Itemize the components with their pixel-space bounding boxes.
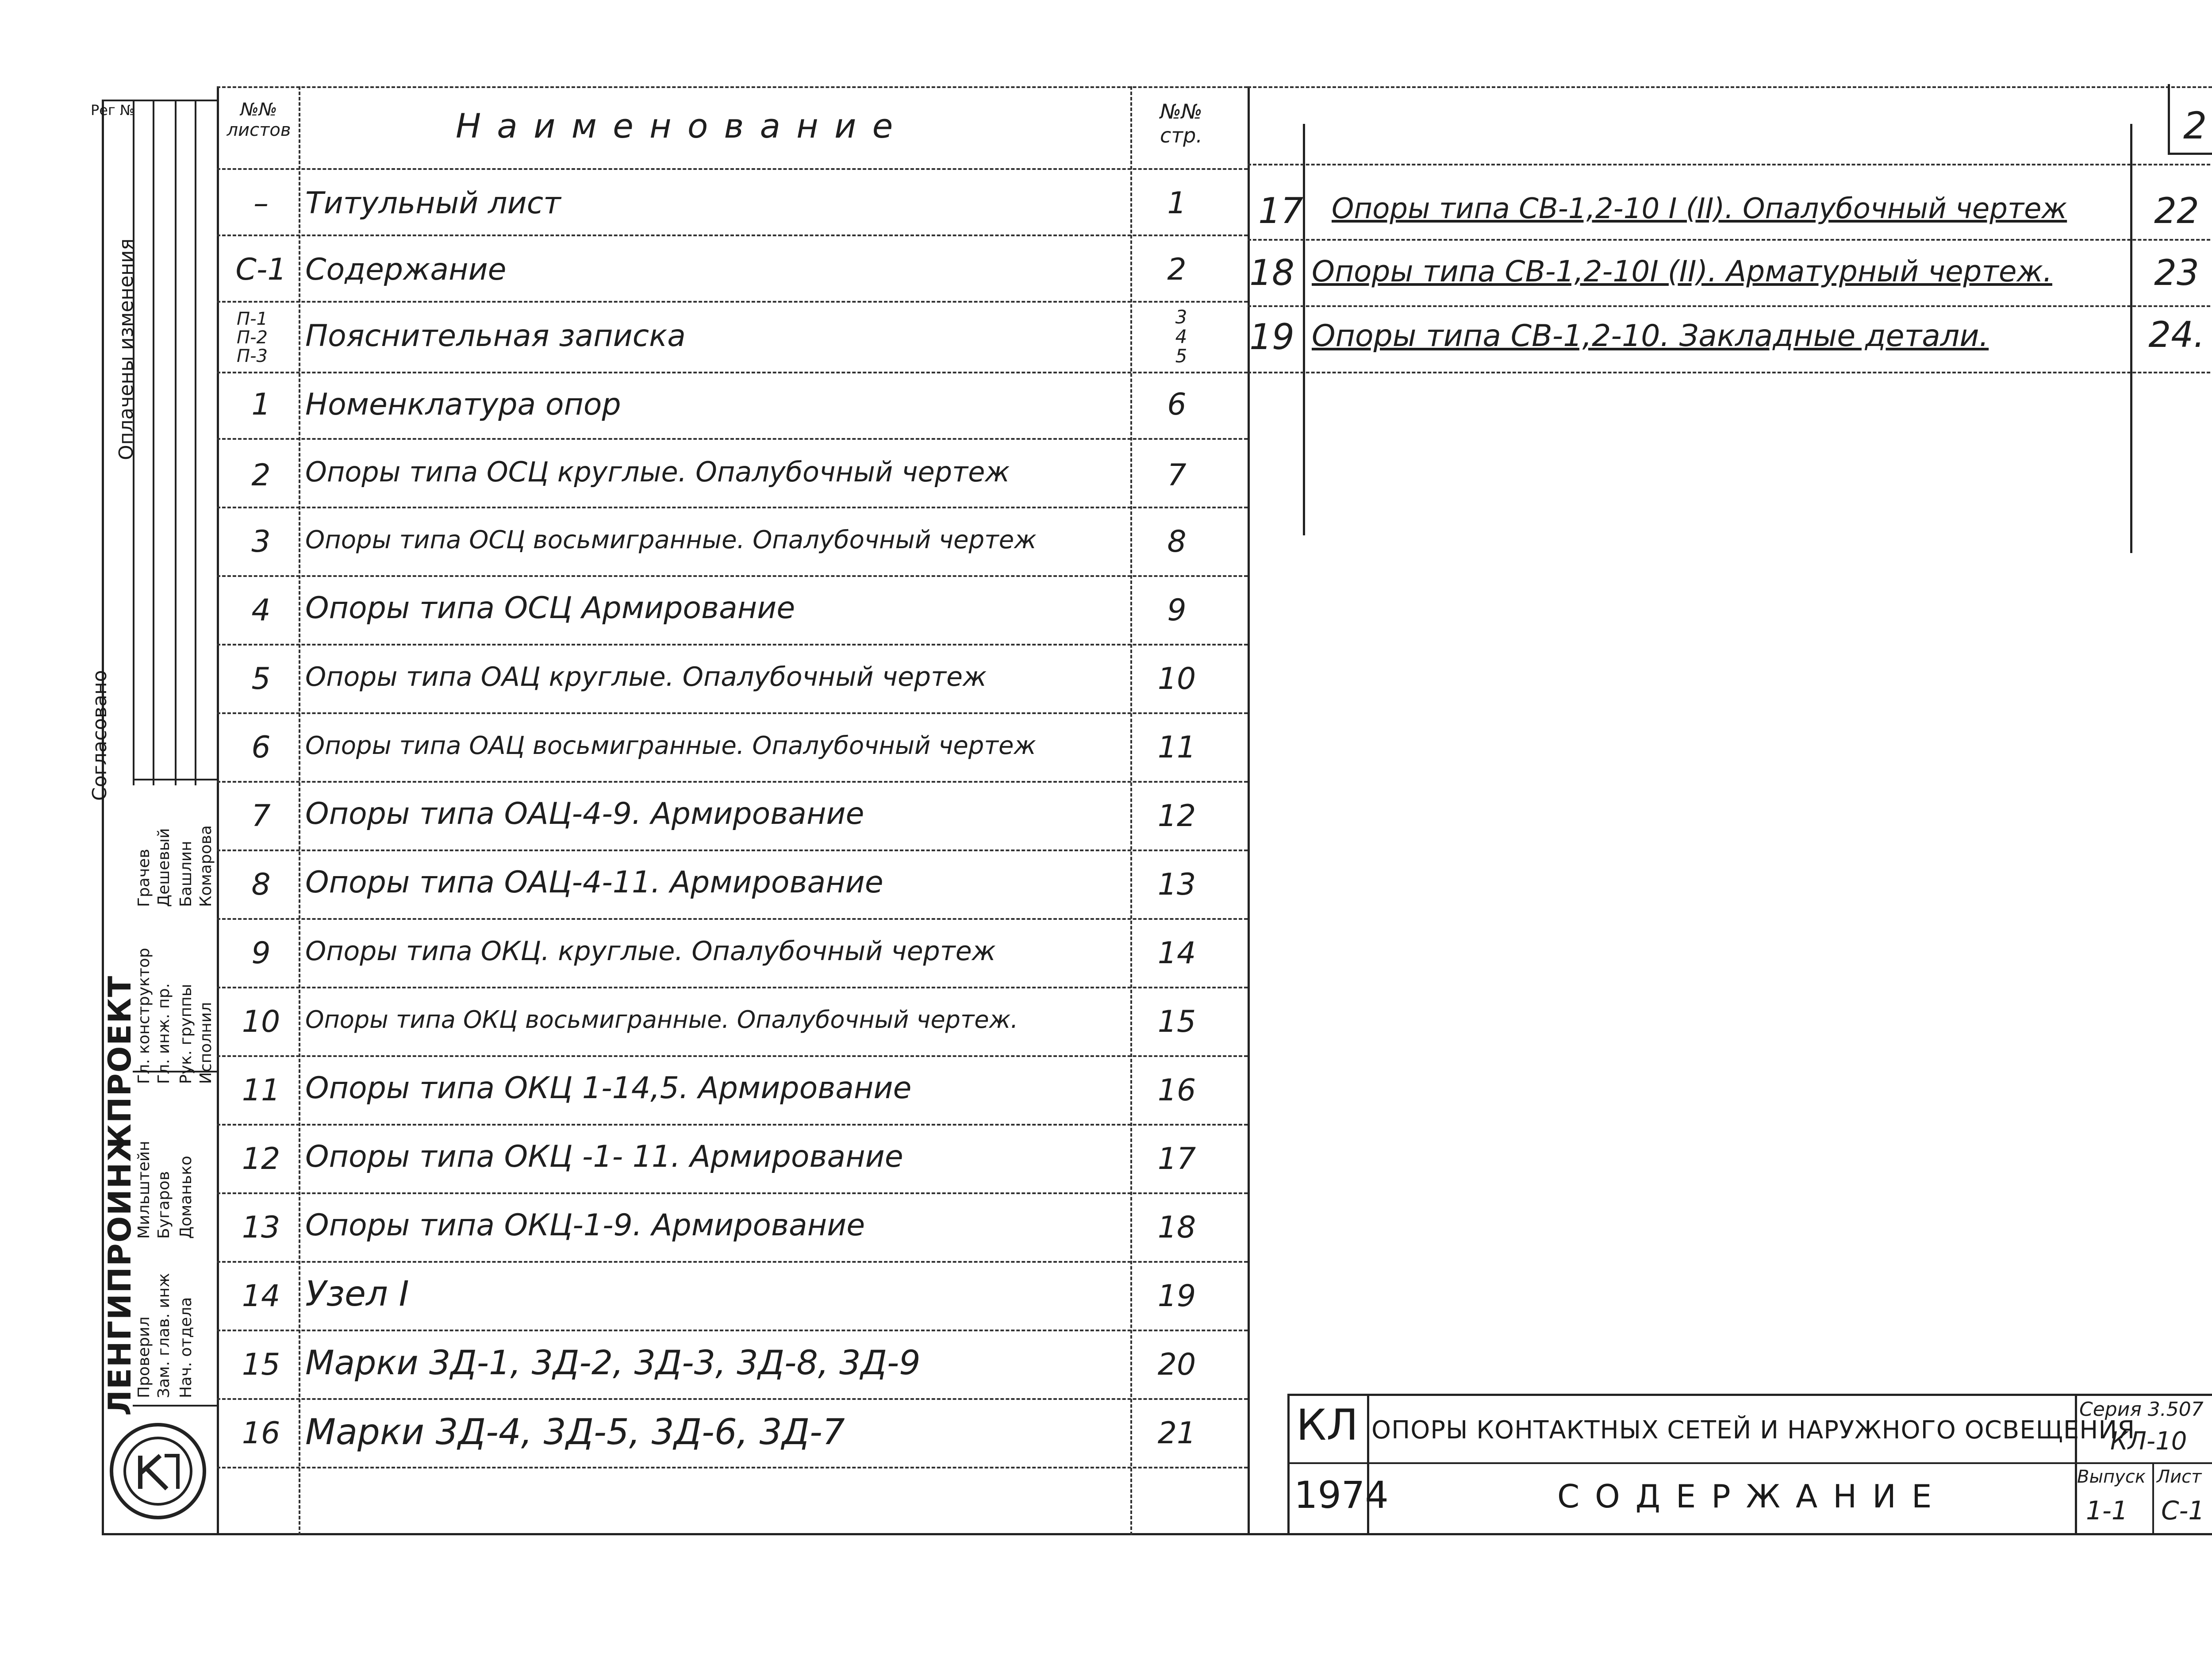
- stamp-role: Гл. конструктор: [135, 948, 153, 1084]
- row-sheet: 14: [242, 1279, 280, 1314]
- title-block-description: ОПОРЫ КОНТАКТНЫХ СЕТЕЙ И НАРУЖНОГО ОСВЕЩЕНИЯ: [1371, 1416, 2135, 1445]
- stamp-approved-label: Согласовано: [88, 670, 111, 801]
- row-page: 9: [1167, 593, 1187, 628]
- row-name: Титульный лист: [305, 186, 561, 221]
- table-row: [217, 305, 1248, 372]
- row-name: Опоры типа СВ-1,2-10I (II). Арматурный чертеж.: [1312, 254, 2052, 288]
- row-sheet: –: [253, 186, 269, 221]
- row-sheet: 8: [251, 867, 271, 902]
- stamp-institute: ЛЕНГИПРОИНЖПРОЕКТ: [102, 975, 138, 1416]
- row-name: Опоры типа ОКЦ -1- 11. Армирование: [305, 1139, 903, 1174]
- row-sheet: 4: [251, 593, 271, 628]
- row-page: 3 4 5: [1175, 306, 1187, 367]
- title-block-sheet-title: С О Д Е Р Ж А Н И Е: [1557, 1478, 1935, 1515]
- row-sheet: 11: [242, 1073, 280, 1108]
- row-name: Опоры типа ОКЦ-1-9. Армирование: [305, 1208, 865, 1243]
- table-row: [217, 852, 1248, 918]
- title-block-issue-value: 1-1: [2086, 1495, 2128, 1526]
- row-sheet: 19: [1249, 316, 1294, 357]
- row-page: 18: [1157, 1210, 1196, 1245]
- header-name-col: Н а и м е н о в а н и е: [456, 106, 896, 146]
- row-page: 2: [1167, 252, 1187, 287]
- table-row: [217, 239, 1248, 305]
- title-block-code: КЛ: [1296, 1400, 1359, 1450]
- stamp-role: Исполнил: [197, 1002, 215, 1084]
- row-name: Опоры типа ОАЦ-4-11. Армирование: [305, 865, 883, 900]
- row-name: Опоры типа ОСЦ восьмигранные. Опалубочный чертеж: [305, 526, 1037, 554]
- title-block-sheet-label: Лист: [2157, 1467, 2202, 1487]
- stamp-role: Рук. группы: [177, 984, 195, 1084]
- table-row: [217, 1332, 1248, 1398]
- header-sheet-col: №№ листов: [227, 100, 291, 140]
- row-page: 6: [1167, 387, 1187, 422]
- stamp-role: Нач. отдела: [177, 1297, 195, 1398]
- row-sheet: 13: [242, 1210, 280, 1245]
- list-item: [1248, 248, 2212, 310]
- institute-logo-icon: [103, 1411, 213, 1531]
- title-block-issue-label: Выпуск: [2077, 1467, 2146, 1487]
- row-page: 14: [1157, 936, 1196, 971]
- row-page: 17: [1157, 1142, 1196, 1176]
- row-page: 22: [2154, 190, 2199, 231]
- row-sheet: 16: [242, 1416, 280, 1451]
- row-name: Опоры типа ОАЦ-4-9. Армирование: [305, 796, 864, 831]
- title-block-year: 1974: [1294, 1473, 1389, 1517]
- row-name: Опоры типа ОАЦ круглые. Опалубочный чертеж: [305, 661, 987, 692]
- sheet-number: 2: [2183, 104, 2207, 147]
- list-item: [1248, 186, 2212, 248]
- stamp-signature: Комарова: [197, 825, 215, 907]
- stamp-signature: Грачев: [135, 849, 153, 907]
- row-name: Опоры типа СВ-1,2-10 I (II). Опалубочный чертеж: [1332, 192, 2067, 225]
- title-block-sheet-value: С-1: [2161, 1495, 2205, 1526]
- row-name: Опоры типа ОСЦ Армирование: [305, 591, 795, 626]
- row-page: 8: [1167, 524, 1187, 559]
- row-page: 24.: [2148, 314, 2205, 355]
- row-sheet: 1: [251, 387, 271, 422]
- stamp-changes-label: Оплачены изменения: [115, 238, 138, 460]
- table-row: [217, 1057, 1248, 1124]
- table-row: [217, 173, 1248, 239]
- row-page: 11: [1157, 730, 1196, 765]
- row-sheet: 12: [242, 1142, 280, 1176]
- row-name: Опоры типа СВ-1,2-10. Закладные детали.: [1312, 319, 1989, 354]
- contents-table: [217, 86, 1248, 1535]
- table-row: [217, 646, 1248, 712]
- row-sheet: 15: [242, 1347, 280, 1382]
- row-page: 12: [1157, 799, 1196, 834]
- row-page: 21: [1157, 1416, 1196, 1451]
- table-row: [217, 783, 1248, 849]
- row-name: Марки 3Д-4, 3Д-5, 3Д-6, 3Д-7: [305, 1411, 845, 1453]
- row-page: 20: [1157, 1347, 1196, 1382]
- row-page: 7: [1167, 458, 1187, 493]
- table-row: [217, 374, 1248, 440]
- row-page: 16: [1157, 1073, 1196, 1108]
- row-sheet: 17: [1258, 190, 1303, 231]
- row-name: Опоры типа ОКЦ. круглые. Опалубочный чертеж: [305, 936, 996, 967]
- stamp-role: Проверил: [135, 1316, 153, 1398]
- table-row: [217, 440, 1248, 507]
- row-name: Узел I: [305, 1274, 409, 1314]
- row-sheet: 10: [242, 1004, 280, 1039]
- table-row: [217, 989, 1248, 1055]
- row-sheet: 5: [251, 661, 271, 696]
- row-sheet: 6: [251, 730, 271, 765]
- row-page: 15: [1157, 1004, 1196, 1039]
- table-row: [217, 1126, 1248, 1192]
- title-block-series-label: Серия 3.507: [2079, 1398, 2204, 1421]
- table-row: [217, 1400, 1248, 1467]
- row-page: 10: [1157, 661, 1196, 696]
- table-row: [217, 715, 1248, 781]
- stamp-role: Гл. инж. пр.: [155, 983, 173, 1084]
- row-sheet: 9: [251, 936, 271, 971]
- row-sheet: П-1 П-2 П-3: [237, 309, 268, 366]
- row-name: Опоры типа ОКЦ 1-14,5. Армирование: [305, 1071, 912, 1106]
- row-name: Содержание: [305, 252, 507, 287]
- row-name: Номенклатура опор: [305, 387, 621, 422]
- row-sheet: С-1: [235, 252, 287, 287]
- stamp-signature: Доманько: [177, 1156, 195, 1239]
- table-row: [217, 1195, 1248, 1261]
- table-row: [217, 577, 1248, 644]
- list-item: [1248, 312, 2212, 374]
- header-page-col: №№ стр.: [1160, 100, 1202, 147]
- stamp-role: Зам. глав. инж: [155, 1273, 173, 1398]
- stamp-signature: Бугаров: [155, 1171, 173, 1239]
- row-sheet: 18: [1249, 252, 1294, 293]
- title-block-series-value: КЛ-10: [2110, 1427, 2187, 1456]
- table-row: [217, 509, 1248, 575]
- row-sheet: 2: [251, 458, 271, 493]
- row-name: Пояснительная записка: [305, 319, 686, 354]
- table-row: [217, 1263, 1248, 1330]
- stamp-reg-label: Рег №: [91, 102, 135, 119]
- row-page: 23: [2154, 252, 2199, 293]
- row-page: 13: [1157, 867, 1196, 902]
- row-name: Опоры типа ОСЦ круглые. Опалубочный чертеж: [305, 456, 1010, 488]
- stamp-signature: Дешевый: [155, 828, 173, 907]
- row-sheet: 7: [251, 799, 271, 834]
- row-sheet: 3: [251, 524, 271, 559]
- table-row: [217, 920, 1248, 987]
- stamp-signature: Башлин: [177, 841, 195, 907]
- row-name: Опоры типа ОАЦ восьмигранные. Опалубочный чертеж: [305, 731, 1036, 760]
- row-page: 19: [1157, 1279, 1196, 1314]
- row-name: Марки 3Д-1, 3Д-2, 3Д-3, 3Д-8, 3Д-9: [305, 1343, 921, 1382]
- row-page: 1: [1167, 186, 1187, 221]
- row-name: Опоры типа ОКЦ восьмигранные. Опалубочный чертеж.: [305, 1006, 1018, 1034]
- stamp-signature: Мильштейн: [135, 1141, 153, 1239]
